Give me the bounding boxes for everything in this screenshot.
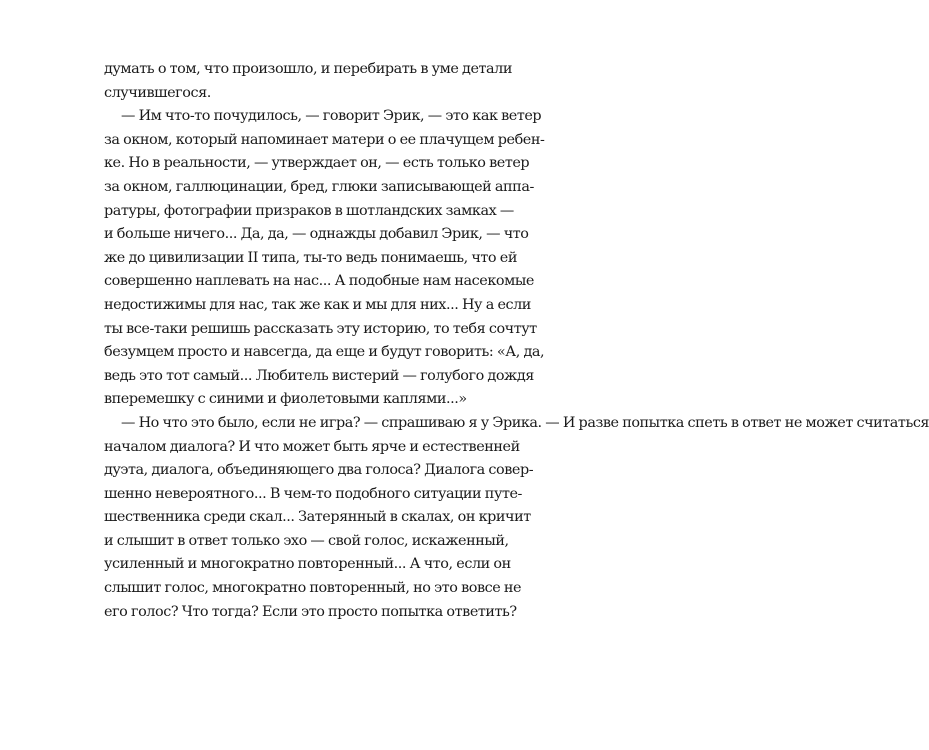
text-line: ты все-таки решишь рассказать эту историю, то тебя сочтут xyxy=(104,320,537,337)
text-line: совершенно наплевать на нас... А подобные нам насекомые xyxy=(104,273,534,290)
paragraph-start-line: — Им что-то почудилось, — говорит Эрик, — это как ветер xyxy=(121,108,542,125)
paragraph-start-line: — Но что это было, если не игра? — спрашиваю я у Эрика. — И разве попытка спеть в ответ не может считаться xyxy=(121,414,929,431)
text-line: и больше ничего... Да, да, — однажды добавил Эрик, — что xyxy=(104,226,529,243)
text-line: случившегося. xyxy=(104,84,211,101)
text-line: усиленный и многократно повторенный... А что, если он xyxy=(104,556,511,573)
text-line: шенно невероятного... В чем-то подобного ситуации путе- xyxy=(104,485,522,502)
text-line: же до цивилизации II типа, ты-то ведь понимаешь, что ей xyxy=(104,249,517,266)
text-line: ке. Но в реальности, — утверждает он, — есть только ветер xyxy=(104,155,530,172)
text-line: вперемешку с синими и фиолетовыми каплями...» xyxy=(104,391,467,408)
text-line: ведь это тот самый... Любитель вистерий — голубого дождя xyxy=(104,367,534,384)
text-line: думать о том, что произошло, и перебирать в уме детали xyxy=(104,61,512,77)
text-line: за окном, который напоминает матери о ее плачущем ребен- xyxy=(104,131,545,148)
text-line: шественника среди скал... Затерянный в скалах, он кричит xyxy=(104,509,531,526)
text-line: слышит голос, многократно повторенный, но это вовсе не xyxy=(104,580,522,597)
text-line: и слышит в ответ только эхо — свой голос, искаженный, xyxy=(104,532,509,549)
text-line: ратуры, фотографии призраков в шотландских замках — xyxy=(104,202,514,219)
text-line: недостижимы для нас, так же как и мы для них... Ну а если xyxy=(104,296,531,313)
text-line: началом диалога? И что может быть ярче и естественней xyxy=(104,438,520,455)
text-line: дуэта, диалога, объединяющего два голоса? Диалога совер- xyxy=(104,462,534,479)
book-page-text xyxy=(104,58,929,624)
text-line: за окном, галлюцинации, бред, глюки записывающей аппа- xyxy=(104,178,534,195)
text-line: его голос? Что тогда? Если это просто попытка ответить? xyxy=(104,603,517,620)
text-line: безумцем просто и навсегда, да еще и будут говорить: «А, да, xyxy=(104,344,545,361)
